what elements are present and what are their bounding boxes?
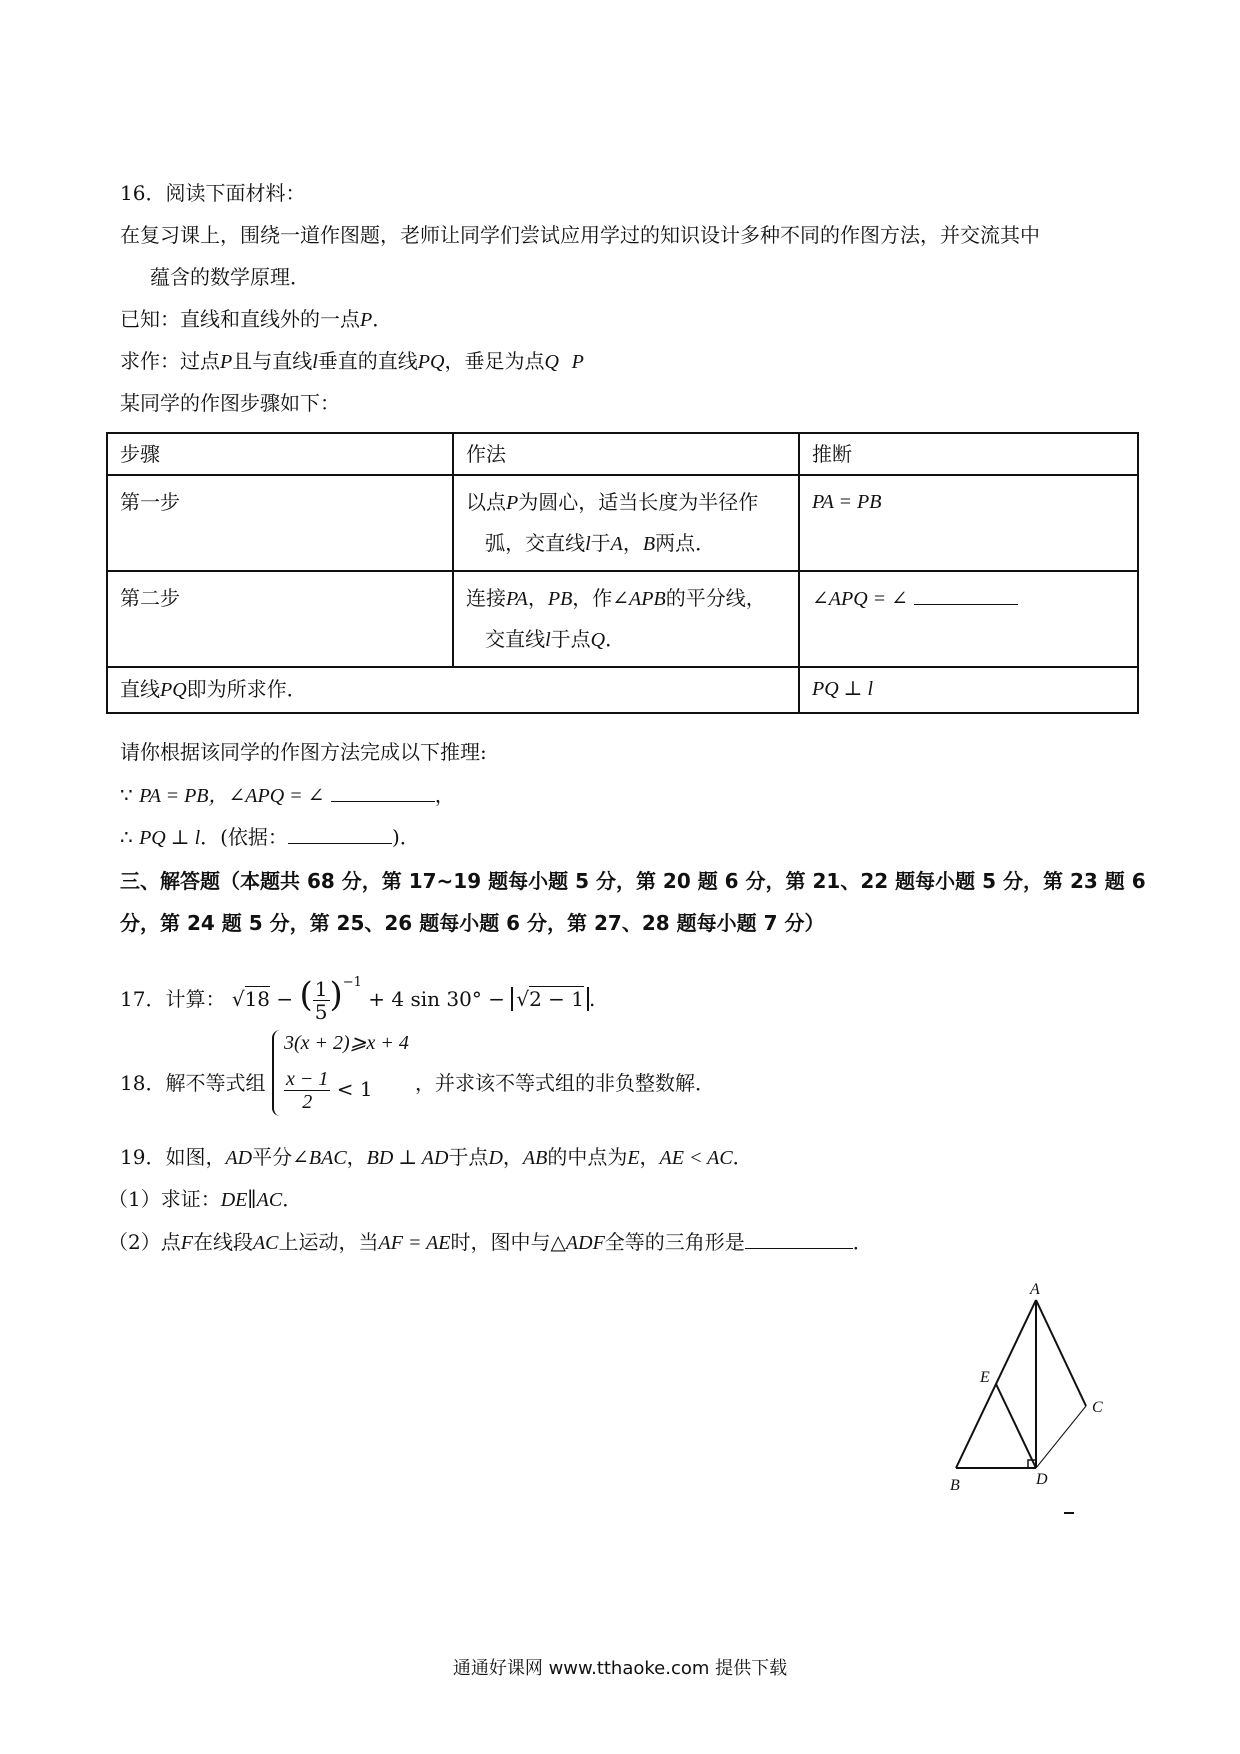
q19-intro-g: ，	[639, 1145, 660, 1169]
row1-method	[453, 475, 799, 571]
inequality-1: 3(x + 2)⩾x + 4	[284, 1032, 409, 1054]
point-d: D	[488, 1147, 503, 1169]
row1-step: 第一步	[107, 475, 453, 571]
angle-bac: ∠BAC	[292, 1147, 347, 1169]
q19-intro-c: ，	[346, 1145, 367, 1169]
q16-intro-line1: 在复习课上，围绕一道作图题，老师让同学们尝试应用学过的知识设计多种不同的作图方法，并交流其中	[120, 223, 1040, 247]
row1-method-d: 于	[590, 531, 611, 555]
task-line-pq: PQ	[417, 351, 445, 373]
because-end: ，	[434, 783, 455, 807]
absolute-value: √2 − 1	[511, 987, 589, 1011]
row2-angle-apb: ∠APB	[612, 588, 666, 610]
row2-step: 第二步	[107, 571, 453, 667]
part1-label: （1）求证：	[108, 1187, 221, 1211]
point-f: F	[180, 1232, 193, 1254]
row2-method-e: 于点	[550, 627, 591, 651]
row3-text-b: 即为所求作．	[186, 677, 307, 701]
basis-answer-blank[interactable]	[288, 821, 392, 844]
q19-intro-d: 于点	[448, 1145, 489, 1169]
therefore-expr: PQ ⊥ l	[139, 827, 201, 849]
row2-method-d: 交直线	[485, 627, 546, 651]
row3-text-a: 直线	[120, 677, 160, 701]
table-row	[107, 571, 1138, 667]
task-point-p: P	[220, 351, 233, 373]
q17-label: 17．计算：	[120, 987, 226, 1011]
ae-lt-ac: AE < AC	[659, 1147, 733, 1169]
part2-end: ．	[852, 1230, 873, 1254]
row2-method-f: ．	[605, 627, 626, 651]
task-mid2: 垂直的直线	[317, 349, 418, 373]
q16-because-line	[120, 779, 455, 811]
task-point-q: Q	[544, 351, 559, 373]
q19-intro-e: ，	[502, 1145, 523, 1169]
because-expr: PA = PB	[139, 785, 209, 807]
therefore-basis: ．(依据：	[200, 825, 288, 849]
q19-part1	[108, 1184, 302, 1215]
label-e: E	[980, 1369, 990, 1386]
task-line-l: l	[312, 351, 318, 373]
row2-pa: PA	[506, 588, 528, 610]
therefore-symbol: ∴	[120, 825, 133, 849]
point-p: P	[360, 309, 373, 331]
q18-suffix: ，并求该不等式组的非负整数解．	[415, 1071, 715, 1095]
ineq2-fraction	[284, 1068, 330, 1113]
seg-ad: AD	[225, 1147, 253, 1169]
q16-title: 16．阅读下面材料：	[120, 181, 306, 205]
row3-conclusion	[107, 667, 799, 713]
row1-line-l: l	[585, 533, 591, 555]
header-step: 步骤	[107, 433, 453, 475]
part2-answer-blank[interactable]	[745, 1226, 853, 1249]
q17-end: .	[589, 987, 596, 1011]
page-footer: 通通好课网 www.tthaoke.com 提供下载	[452, 1658, 788, 1679]
q19-part2	[108, 1226, 873, 1258]
because-answer-blank[interactable]	[331, 779, 435, 802]
row1-method-f: 两点．	[655, 531, 716, 555]
q16-steps-intro: 某同学的作图步骤如下：	[120, 391, 340, 415]
row1-point-a: A	[610, 533, 623, 555]
q16-therefore-line	[120, 821, 420, 853]
row1-method-a: 以点	[466, 490, 506, 514]
known-text: 已知：直线和直线外的一点	[120, 307, 360, 331]
part2-e: 全等的三角形是	[604, 1230, 745, 1254]
section3-heading-line1: 三、解答题（本题共 68 分，第 17~19 题每小题 5 分，第 20 题 6 分，第 21、22 题每小题 5 分，第 23 题 6	[120, 869, 1146, 893]
q19-intro-a: 19．如图，	[120, 1145, 226, 1169]
table-header-row	[107, 433, 1138, 475]
task-point-p2: P	[571, 351, 584, 373]
task-mid: 且与直线	[232, 349, 313, 373]
frac-den: 5	[314, 1000, 328, 1024]
row2-method-c: 的平分线，	[665, 586, 766, 610]
part2-b: 在线段	[192, 1230, 253, 1254]
header-method: 作法	[453, 433, 799, 475]
task-prefix: 求作：过点	[120, 349, 220, 373]
row2-pb: PB	[547, 588, 573, 610]
q19-intro-f: 的中点为	[547, 1145, 628, 1169]
table-row	[107, 667, 1138, 713]
q19-intro-h: ．	[732, 1145, 753, 1169]
label-d: D	[1036, 1471, 1048, 1488]
q17: 17．计算： √18 − ( $\frac{1}{5}$ )$^{-1}$ + 4 sin 30° − √2 − 1 .	[120, 975, 596, 1024]
segment-ac	[1036, 1300, 1086, 1406]
af-eq-ae: AF = AE	[378, 1232, 451, 1254]
because-expr2: ，∠APQ = ∠	[208, 785, 325, 807]
q17-rest: + 4 sin 30° −	[368, 987, 505, 1011]
label-a: A	[1030, 1281, 1040, 1298]
row2-line-l: l	[545, 629, 551, 651]
segment-dc	[1036, 1406, 1086, 1468]
label-b: B	[950, 1477, 960, 1494]
row2-answer-blank[interactable]	[914, 582, 1018, 605]
q18-label: 18．解不等式组	[120, 1071, 266, 1095]
bd-perp-ad: BD ⊥ AD	[366, 1147, 449, 1169]
left-paren: (	[299, 975, 313, 1015]
row2-method-a: 连接	[466, 586, 506, 610]
fraction-one-fifth	[313, 978, 330, 1023]
q16-reason-intro: 请你根据该同学的作图方法完成以下推理:	[120, 740, 487, 764]
inequality-2	[284, 1068, 373, 1113]
row2-inference-text: ∠APQ = ∠	[812, 588, 908, 610]
row1-point-p: P	[506, 492, 519, 514]
label-c: C	[1092, 1399, 1103, 1416]
task-suffix: ，垂足为点	[444, 349, 545, 373]
part1-end: ．	[282, 1187, 303, 1211]
q19-intro-b: 平分	[252, 1145, 293, 1169]
sqrt-18-radicand: 18	[244, 987, 271, 1011]
section3-heading-line2: 分，第 24 题 5 分，第 25、26 题每小题 6 分，第 27、28 题每小题 7 分）	[120, 911, 825, 935]
q16-intro-line2: 蕴含的数学原理．	[150, 265, 310, 289]
q19-intro	[120, 1142, 753, 1173]
exponent: −1	[342, 975, 362, 991]
part1-expr: DE∥AC	[220, 1189, 283, 1211]
header-inference: 推断	[799, 433, 1138, 475]
q16-known: 已知：直线和直线外的一点P．	[120, 307, 393, 331]
row2-point-q: Q	[590, 629, 606, 651]
page-dash-mark	[1064, 1512, 1074, 1514]
row2-comma: ，	[527, 586, 548, 610]
construction-steps-table	[106, 432, 1139, 714]
row1-method-e: ，	[622, 531, 643, 555]
therefore-close: )．	[391, 825, 420, 849]
row2-method	[453, 571, 799, 667]
row2-inference	[799, 571, 1138, 667]
right-paren: )	[329, 975, 343, 1015]
part2-a: （2）点	[108, 1230, 181, 1254]
part2-d: 时，图中与	[450, 1230, 551, 1254]
triangle-adf: △ADF	[550, 1232, 605, 1254]
q16-task	[120, 346, 584, 377]
triangle-figure	[940, 1280, 1120, 1510]
ineq2-num: x − 1	[286, 1068, 329, 1090]
seg-ac: AC	[252, 1232, 279, 1254]
seg-ab: AB	[522, 1147, 548, 1169]
system-brace	[272, 1030, 282, 1116]
row1-point-b: B	[642, 533, 656, 555]
row3-pq: PQ	[160, 679, 187, 701]
row1-method-b: 为圆心，适当长度为半径作	[518, 490, 759, 514]
sqrt-18: √18	[231, 987, 271, 1011]
part2-c: 上运动，当	[278, 1230, 379, 1254]
figure-lines	[956, 1300, 1086, 1468]
point-e: E	[627, 1147, 640, 1169]
ineq2-den: 2	[302, 1091, 313, 1113]
row2-method-b: ，作	[572, 586, 613, 610]
frac-num: 1	[314, 977, 328, 1001]
table-row	[107, 475, 1138, 571]
row1-method-c: 弧，交直线	[485, 531, 586, 555]
segment-ed	[996, 1384, 1036, 1468]
row1-inference: PA = PB	[799, 475, 1138, 571]
ineq2-rest: < 1	[336, 1077, 373, 1101]
row3-inference: PQ ⊥ l	[799, 667, 1138, 713]
abs-inner: 2 − 1	[529, 987, 584, 1011]
because-symbol: ∵	[120, 783, 133, 807]
